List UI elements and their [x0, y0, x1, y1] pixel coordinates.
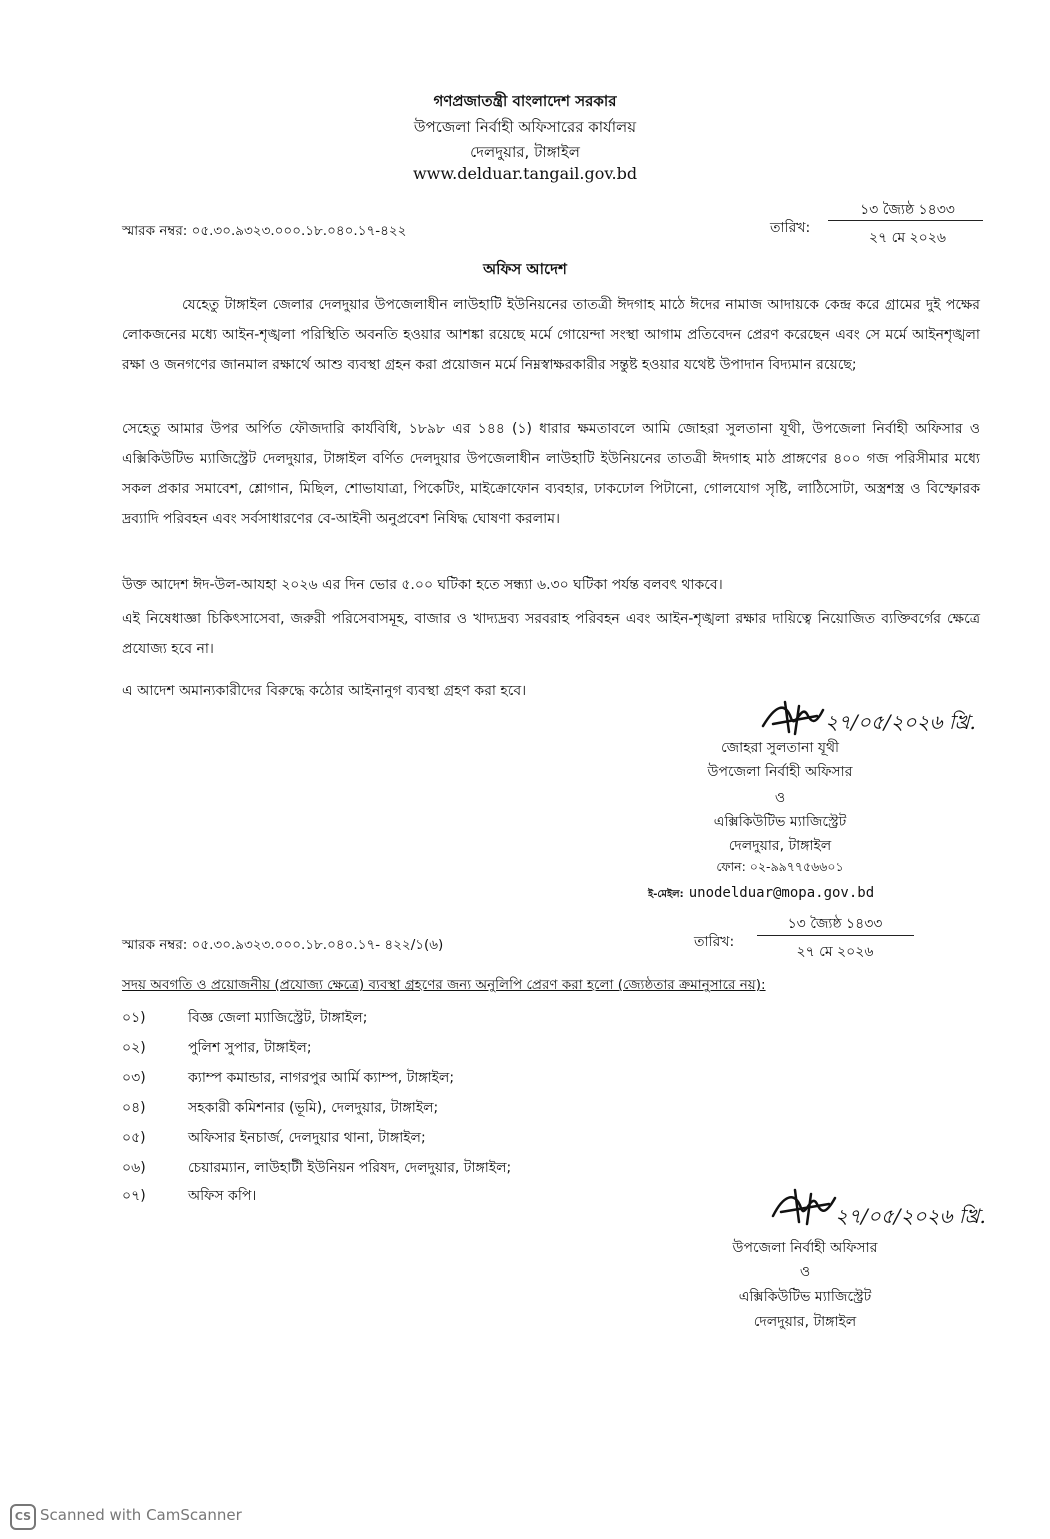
camscanner-logo: CS: [10, 1504, 36, 1530]
list-item: বিজ্ঞ জেলা ম্যাজিস্ট্রেট, টাঙ্গাইল;: [188, 1010, 368, 1026]
memo-number-copy: স্মারক নম্বর: ০৫.৩০.৯৩২৩.০০০.১৮.০৪০.১৭- ৪২২/১(৬): [122, 937, 444, 953]
officer-designation: উপজেলা নির্বাহী অফিসার: [707, 764, 853, 780]
magistrate-designation: এক্সিকিউটিভ ম্যাজিস্ট্রেট: [713, 814, 847, 830]
list-item: সহকারী কমিশনার (ভূমি), দেলদুয়ার, টাঙ্গাইল;: [188, 1100, 439, 1116]
date-gregorian: ২৭ মে ২০২৬: [869, 230, 946, 246]
order-paragraph-4: এই নিষেধাজ্ঞা চিকিৎসাসেবা, জরুরী পরিসেবাসমূহ, বাজার ও খাদ্যদ্রব্য সরবরাহ পরিবহন এবং আইন-শৃঙ্খলা রক্ষার দায়িত্বে নিয়োজিত ব্যক্তিবর্গের ক্ষেত্রে প্রযোজ্য হবে না।: [122, 611, 980, 657]
office-name: উপজেলা নির্বাহী অফিসারের কার্যালয়: [413, 118, 637, 136]
date-label: তারিখ:: [770, 220, 811, 236]
memo-number: স্মারক নম্বর: ০৫.৩০.৯৩২৩.০০০.১৮.০৪০.১৭-৪২২: [122, 223, 407, 239]
conjunction: ও: [774, 790, 786, 806]
list-item-number: ০২): [122, 1040, 146, 1056]
office-location: দেলদুয়ার, টাঙ্গাইল: [470, 143, 580, 161]
conjunction-2: ও: [799, 1264, 811, 1280]
date-bangla-copy: ১৩ জ্যৈষ্ঠ ১৪৩৩: [787, 916, 883, 932]
handwritten-date-2: ২৭/০৫/২০২৬ খ্রি.: [835, 1204, 986, 1228]
date-label-copy: তারিখ:: [694, 934, 735, 950]
distribution-heading: সদয় অবগতি ও প্রয়োজনীয় (প্রযোজ্য ক্ষেত্রে) ব্যবস্থা গ্রহণের জন্য অনুলিপি প্রেরণ করা হলো (জ্যেষ্ঠতার ক্রমানুসারে নয়):: [122, 977, 766, 993]
date-divider-copy: [757, 935, 914, 936]
date-bangla: ১৩ জ্যৈষ্ঠ ১৪৩৩: [860, 202, 955, 218]
signature-scribble: [755, 696, 835, 738]
government-title: গণপ্রজাতন্ত্রী বাংলাদেশ সরকার: [433, 92, 617, 110]
order-paragraph-3: উক্ত আদেশ ঈদ-উল-আযহা ২০২৬ এর দিন ভোর ৫.০০ ঘটিকা হতে সন্ধ্যা ৬.৩০ ঘটিকা পর্যন্ত বলবৎ থাকবে।: [122, 577, 723, 593]
order-paragraph-5: এ আদেশ অমান্যকারীদের বিরুদ্ধে কঠোর আইনানুগ ব্যবস্থা গ্রহণ করা হবে।: [122, 683, 527, 699]
magistrate-designation-2: এক্সিকিউটিভ ম্যাজিস্ট্রেট: [738, 1289, 872, 1305]
phone-number: ফোন: ০২-৯৯৭৭৫৬৬০১: [716, 859, 844, 874]
list-item: পুলিশ সুপার, টাঙ্গাইল;: [188, 1040, 312, 1056]
officer-location: দেলদুয়ার, টাঙ্গাইল: [728, 838, 832, 854]
camscanner-watermark: [10, 1504, 242, 1530]
list-item-number: ০৭): [122, 1188, 146, 1204]
list-item-number: ০১): [122, 1010, 146, 1026]
email-line: [648, 882, 874, 904]
signature-scribble-2: [765, 1184, 845, 1228]
list-item: ক্যাম্প কমান্ডার, নাগরপুর আর্মি ক্যাম্প, টাঙ্গাইল;: [188, 1070, 455, 1086]
list-item-number: ০৬): [122, 1160, 146, 1176]
list-item: অফিসার ইনচার্জ, দেলদুয়ার থানা, টাঙ্গাইল;: [188, 1130, 426, 1146]
order-title: অফিস আদেশ: [483, 260, 567, 278]
list-item-number: ০৩): [122, 1070, 146, 1086]
list-item: চেয়ারম্যান, লাউহাটী ইউনিয়ন পরিষদ, দেলদুয়ার, টাঙ্গাইল;: [188, 1160, 512, 1176]
handwritten-date: ২৭/০৫/২০২৬ খ্রি.: [825, 710, 976, 734]
office-website: www.delduar.tangail.gov.bd: [412, 164, 638, 183]
date-divider: [828, 220, 983, 221]
list-item: অফিস কপি।: [188, 1188, 257, 1204]
officer-location-2: দেলদুয়ার, টাঙ্গাইল: [753, 1314, 857, 1330]
email-address[interactable]: unodelduar@mopa.gov.bd: [688, 885, 875, 901]
order-paragraph-2: সেহেতু আমার উপর অর্পিত ফৌজদারি কার্যবিধি, ১৮৯৮ এর ১৪৪ (১) ধারার ক্ষমতাবলে আমি জোহরা সুলতানা যূথী, উপজেলা নির্বাহী অফিসার ও এক্সিকিউটিভ ম্যাজিস্ট্রেট দেলদুয়ার, টাঙ্গাইল বর্ণিত দেলদুয়ার উপজেলাধীন লাউহাটি ইউনিয়নের তাতত্রী ঈদগাহ মাঠ প্রাঙ্গণের ৪০০ গজ পরিসীমার মধ্যে সকল প্রকার সমাবেশ, শ্লোগান, মিছিল, শোভাযাত্রা, পিকেটিং, মাইক্রোফোন ব্যবহার, ঢাকঢোল পিটানো, গোলযোগ সৃষ্টি, লাঠিসোটা, অস্ত্রশস্ত্র ও বিস্ফোরক দ্রব্যাদি পরিবহন এবং সর্বসাধারণের বে-আইনী অনুপ্রবেশ নিষিদ্ধ ঘোষণা করলাম।: [122, 421, 980, 527]
officer-name: জোহরা সুলতানা যূথী: [720, 740, 840, 756]
officer-designation-2: উপজেলা নির্বাহী অফিসার: [732, 1240, 878, 1256]
list-item-number: ০৫): [122, 1130, 146, 1146]
camscanner-text: Scanned with CamScanner: [40, 1506, 242, 1524]
date-gregorian-copy: ২৭ মে ২০২৬: [796, 944, 874, 960]
order-paragraph-1: যেহেতু টাঙ্গাইল জেলার দেলদুয়ার উপজেলাধীন লাউহাটি ইউনিয়নের তাতত্রী ঈদগাহ মাঠে ঈদের নামাজ আদায়কে কেন্দ্র করে গ্রামের দুই পক্ষের লোকজনের মধ্যে আইন-শৃঙ্খলা পরিস্থিতি অবনতি হওয়ার আশঙ্কা রয়েছে মর্মে গোয়েন্দা সংস্থা আগাম প্রতিবেদন প্রেরণ করেছেন এবং সে মর্মে আইনশৃঙ্খলা রক্ষা ও জনগণের জানমাল রক্ষার্থে আশু ব্যবস্থা গ্রহন করা প্রয়োজন মর্মে নিম্নস্বাক্ষরকারীর সন্তুষ্ট হওয়ার যথেষ্ট উপাদান বিদ্যমান রয়েছে;: [122, 297, 980, 373]
email-label: ই-মেইল:: [648, 889, 684, 900]
list-item-number: ০৪): [122, 1100, 146, 1116]
